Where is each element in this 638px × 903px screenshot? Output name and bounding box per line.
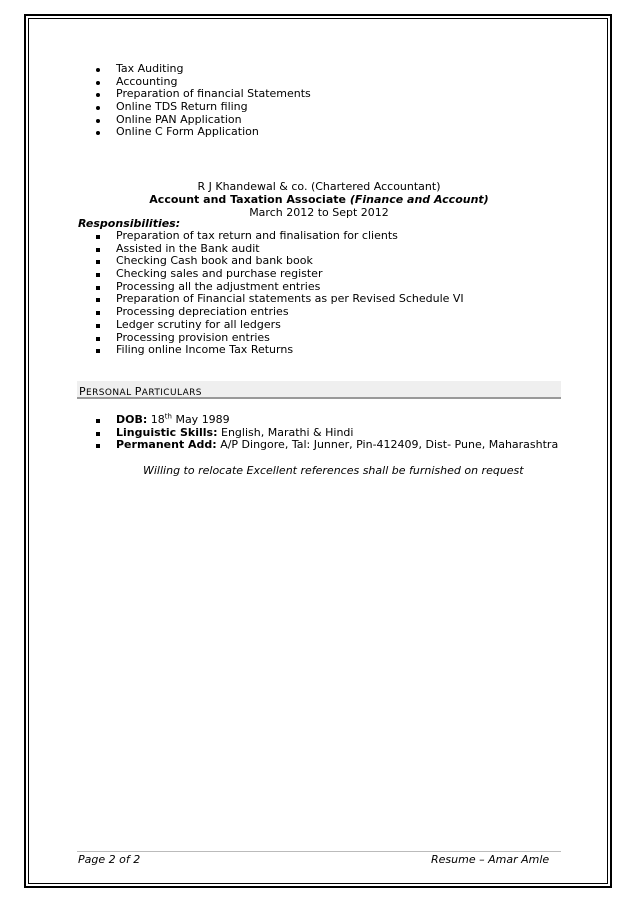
- list-item: Processing depreciation entries: [78, 306, 464, 319]
- list-item: Preparation of Financial statements as per Revised Schedule VI: [78, 293, 464, 306]
- list-item: Preparation of tax return and finalisation for clients: [78, 230, 464, 243]
- footer-divider: [77, 851, 561, 852]
- dob-item: DOB: 18th May 1989: [78, 414, 558, 427]
- company-name: R J Khandewal & co. (Chartered Accountant): [197, 180, 441, 193]
- section-title: PERSONAL PARTICULARS: [79, 385, 202, 398]
- list-item: Preparation of financial Statements: [78, 88, 311, 101]
- footer-resume-name: Resume – Amar Amle: [431, 853, 550, 866]
- list-item: Checking sales and purchase register: [78, 268, 464, 281]
- list-item: Checking Cash book and bank book: [78, 255, 464, 268]
- skills-list: [78, 63, 311, 139]
- list-item: Ledger scrutiny for all ledgers: [78, 319, 464, 332]
- address-item: Permanent Add: A/P Dingore, Tal: Junner, Pin-412409, Dist- Pune, Maharashtra: [78, 439, 558, 452]
- list-item: Accounting: [78, 76, 311, 89]
- responsibilities-list: [78, 230, 464, 357]
- job-title: Account and Taxation Associate (Finance and Account): [149, 193, 489, 206]
- section-header-personal: [77, 381, 561, 399]
- list-item: Processing all the adjustment entries: [78, 281, 464, 294]
- relocation-note: Willing to relocate Excellent references shall be furnished on request: [143, 464, 524, 477]
- list-item: Processing provision entries: [78, 332, 464, 345]
- footer-page-number: Page 2 of 2: [78, 853, 141, 866]
- responsibilities-heading: Responsibilities:: [78, 217, 181, 230]
- list-item: Online C Form Application: [78, 126, 311, 139]
- list-item: Online PAN Application: [78, 114, 311, 127]
- list-item: Online TDS Return filing: [78, 101, 311, 114]
- job-dates: March 2012 to Sept 2012: [249, 206, 389, 219]
- list-item: Filing online Income Tax Returns: [78, 344, 464, 357]
- languages-item: Linguistic Skills: English, Marathi & Hindi: [78, 427, 558, 440]
- personal-list: [78, 414, 558, 452]
- list-item: Tax Auditing: [78, 63, 311, 76]
- list-item: Assisted in the Bank audit: [78, 243, 464, 256]
